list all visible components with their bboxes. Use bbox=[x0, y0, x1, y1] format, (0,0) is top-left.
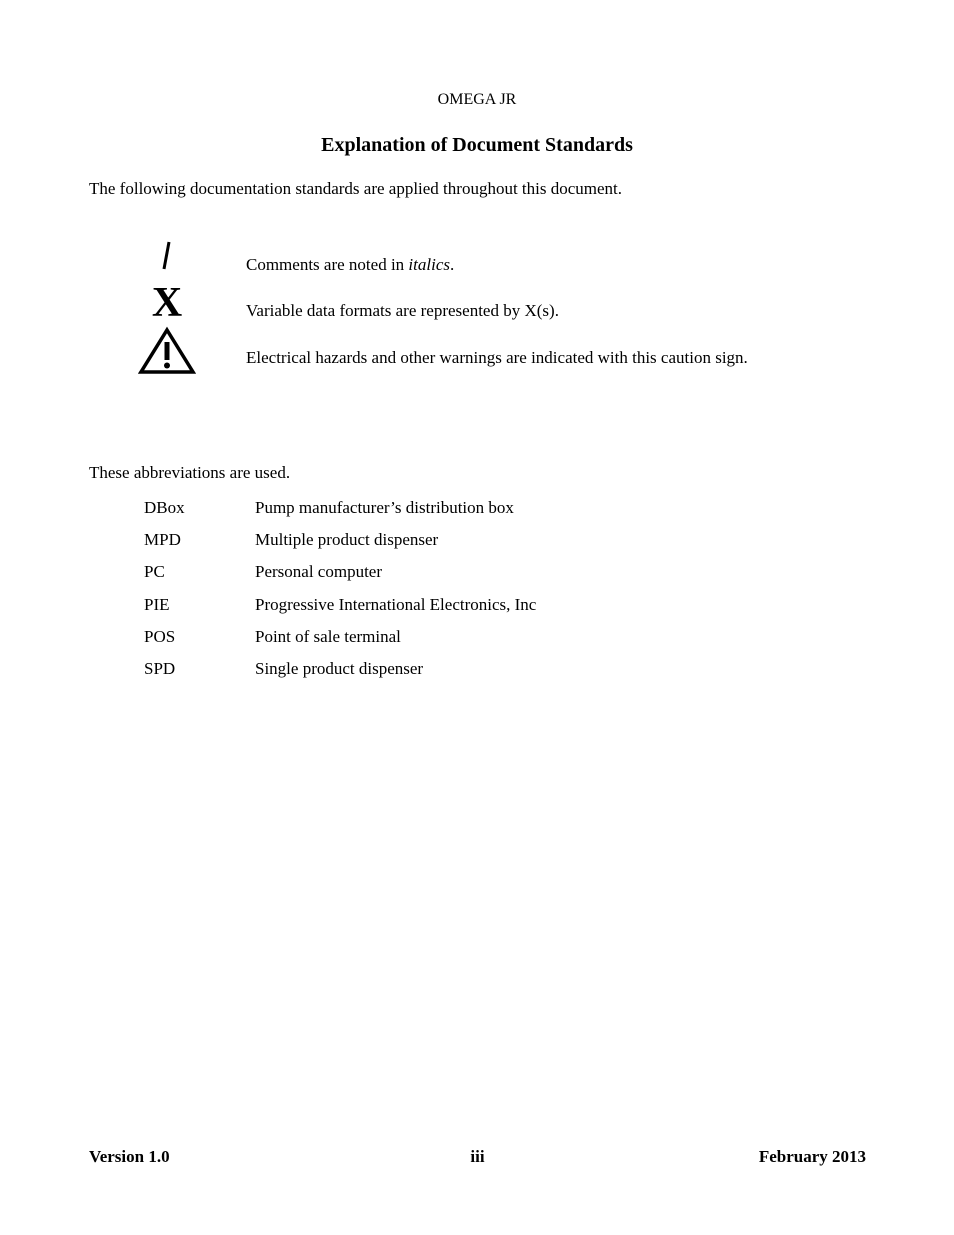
standard-caution-text: Electrical hazards and other warnings are indicated with this caution sign. bbox=[246, 348, 748, 367]
abbreviation-row bbox=[144, 621, 744, 653]
abbreviation-term: PIE bbox=[144, 594, 170, 614]
abbreviation-definition: Personal computer bbox=[255, 562, 382, 582]
standard-comments-text-start: Comments are noted in bbox=[246, 255, 409, 274]
abbreviation-term: SPD bbox=[144, 659, 176, 679]
abbreviation-row bbox=[144, 492, 744, 524]
abbreviation-definition: Progressive International Electronics, Inc bbox=[255, 594, 537, 614]
standard-variable-text: Variable data formats are represented by X(s). bbox=[246, 301, 559, 320]
footer-date: February 2013 bbox=[758, 1147, 866, 1166]
abbreviation-term: POS bbox=[144, 626, 176, 646]
x-variable-icon: X bbox=[151, 280, 183, 326]
abbreviation-term: DBox bbox=[144, 498, 185, 518]
abbreviation-definition: Point of sale terminal bbox=[255, 626, 401, 646]
standards-intro: The following documentation standards are applied throughout this document. bbox=[89, 179, 623, 198]
abbreviation-row bbox=[144, 524, 744, 556]
standard-comments-text bbox=[246, 254, 454, 276]
abbreviations-list bbox=[144, 492, 744, 685]
abbreviation-row bbox=[144, 653, 744, 685]
section-title: Explanation of Document Standards bbox=[321, 134, 633, 156]
abbreviations-intro: These abbreviations are used. bbox=[89, 463, 291, 482]
abbreviation-term: MPD bbox=[144, 530, 181, 550]
caution-warning-icon bbox=[138, 326, 196, 376]
abbreviation-definition: Multiple product dispenser bbox=[255, 530, 439, 550]
abbreviation-term: PC bbox=[144, 562, 165, 582]
abbreviation-definition: Pump manufacturer’s distribution box bbox=[255, 498, 514, 518]
abbreviation-row bbox=[144, 589, 744, 621]
page-footer bbox=[89, 1146, 866, 1168]
document-header: OMEGA JR bbox=[437, 91, 517, 108]
abbreviation-definition: Single product dispenser bbox=[255, 659, 424, 679]
standard-comments-text-end: . bbox=[449, 255, 455, 274]
footer-version: Version 1.0 bbox=[89, 1147, 170, 1166]
abbreviation-row bbox=[144, 556, 744, 588]
slash-icon bbox=[146, 236, 188, 276]
footer-page-number: iii bbox=[470, 1147, 485, 1166]
italics-example: italics bbox=[408, 255, 450, 274]
